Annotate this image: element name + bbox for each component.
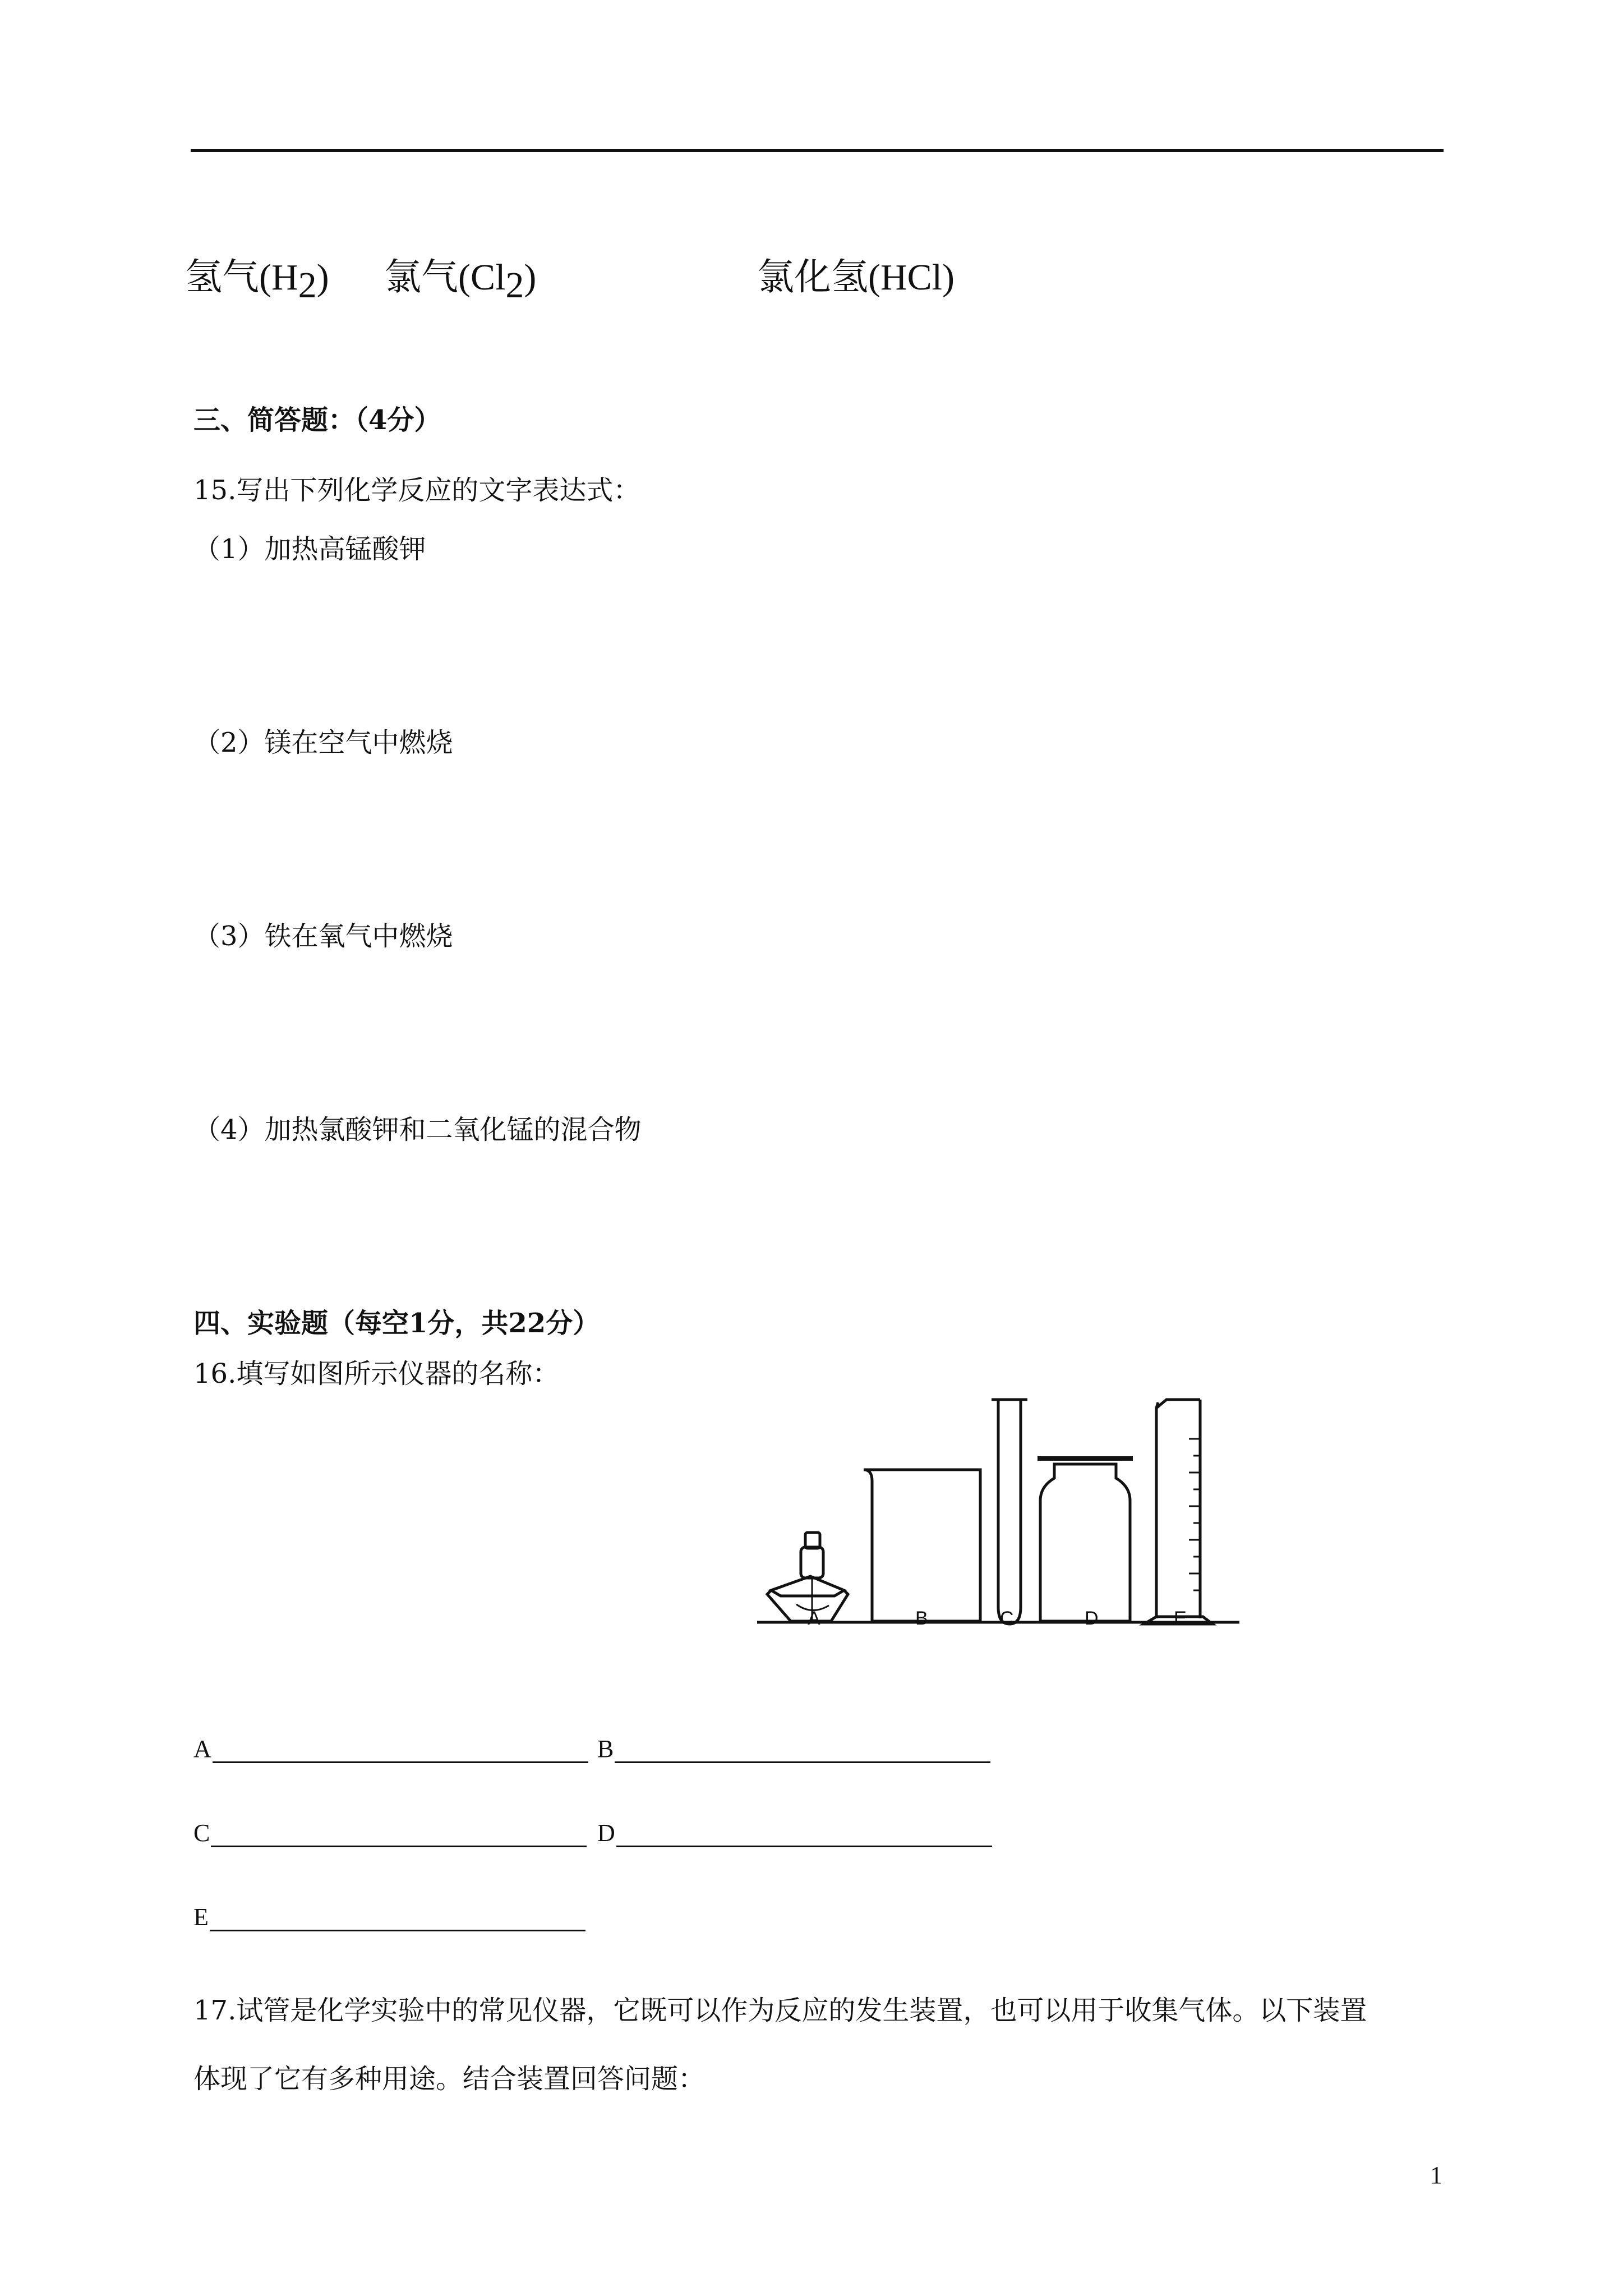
blank-e-label: E [193,1903,209,1931]
blank-c-line[interactable] [211,1846,587,1847]
h2-subscript: 2 [298,265,317,306]
hcl-name: 氯化氢 [757,255,868,298]
figure-label-a: A [808,1608,820,1629]
blank-a-line[interactable] [213,1761,588,1763]
figure-label-d: D [1085,1608,1099,1629]
formula-cl2: 氯气$(Cl_2)$ [384,255,537,306]
section4-title: 四、实验题（每空1分，共22分） [193,1308,600,1339]
cl2-subscript: 2 [505,265,524,306]
test-tube-icon [992,1400,1027,1624]
page-number: 1 [1430,2161,1442,2189]
blank-a[interactable] [193,1734,588,1763]
q15-item-3: （3）铁在氧气中燃烧 [193,921,453,952]
blank-d-label: D [597,1819,615,1847]
question-16: 16.填写如图所示仪器的名称： [193,1358,560,1389]
graduated-cylinder-icon [1144,1400,1212,1624]
blank-a-label: A [193,1735,211,1763]
blank-b-label: B [597,1735,614,1763]
question-17-line-1: 17.试管是化学实验中的常见仪器，它既可以作为反应的发生装置，也可以用于收集气体。以下装置 [193,1995,1367,2026]
beaker-icon [864,1470,980,1621]
blank-c[interactable] [193,1819,587,1847]
header-rule [191,149,1444,152]
q15-item-2: （2）镁在空气中燃烧 [193,727,453,758]
q15-item-4: （4）加热氯酸钾和二氧化锰的混合物 [193,1114,642,1145]
h2-name: 氢气 [185,255,259,298]
h2-formula: H [271,257,298,298]
blank-d[interactable] [597,1819,992,1847]
section3-title: 三、简答题：（4分） [193,404,441,436]
question-15: 15.写出下列化学反应的文字表达式： [193,475,640,506]
blank-d-line[interactable] [616,1846,992,1847]
figure-label-e: E [1174,1608,1187,1629]
formula-hcl: 氯化氢(HCl) [757,255,955,298]
q15-item-1: （1）加热高锰酸钾 [193,533,426,565]
figure-label-b: B [915,1608,928,1629]
question-17-line-2: 体现了它有多种用途。结合装置回答问题： [193,2063,706,2095]
apparatus-figure [757,1386,1256,1632]
blank-e[interactable] [193,1903,585,1931]
figure-label-c: C [1000,1608,1014,1629]
blank-e-line[interactable] [210,1930,585,1931]
cl2-name: 氯气 [384,255,458,298]
hcl-formula: HCl [880,257,943,298]
gas-jar-icon [1038,1458,1133,1621]
formula-h2: 氢气$(H_2)$ [185,255,329,306]
cl2-formula: Cl [470,257,506,298]
blank-b-line[interactable] [615,1761,990,1763]
blank-c-label: C [193,1819,210,1847]
blank-b[interactable] [597,1734,990,1763]
